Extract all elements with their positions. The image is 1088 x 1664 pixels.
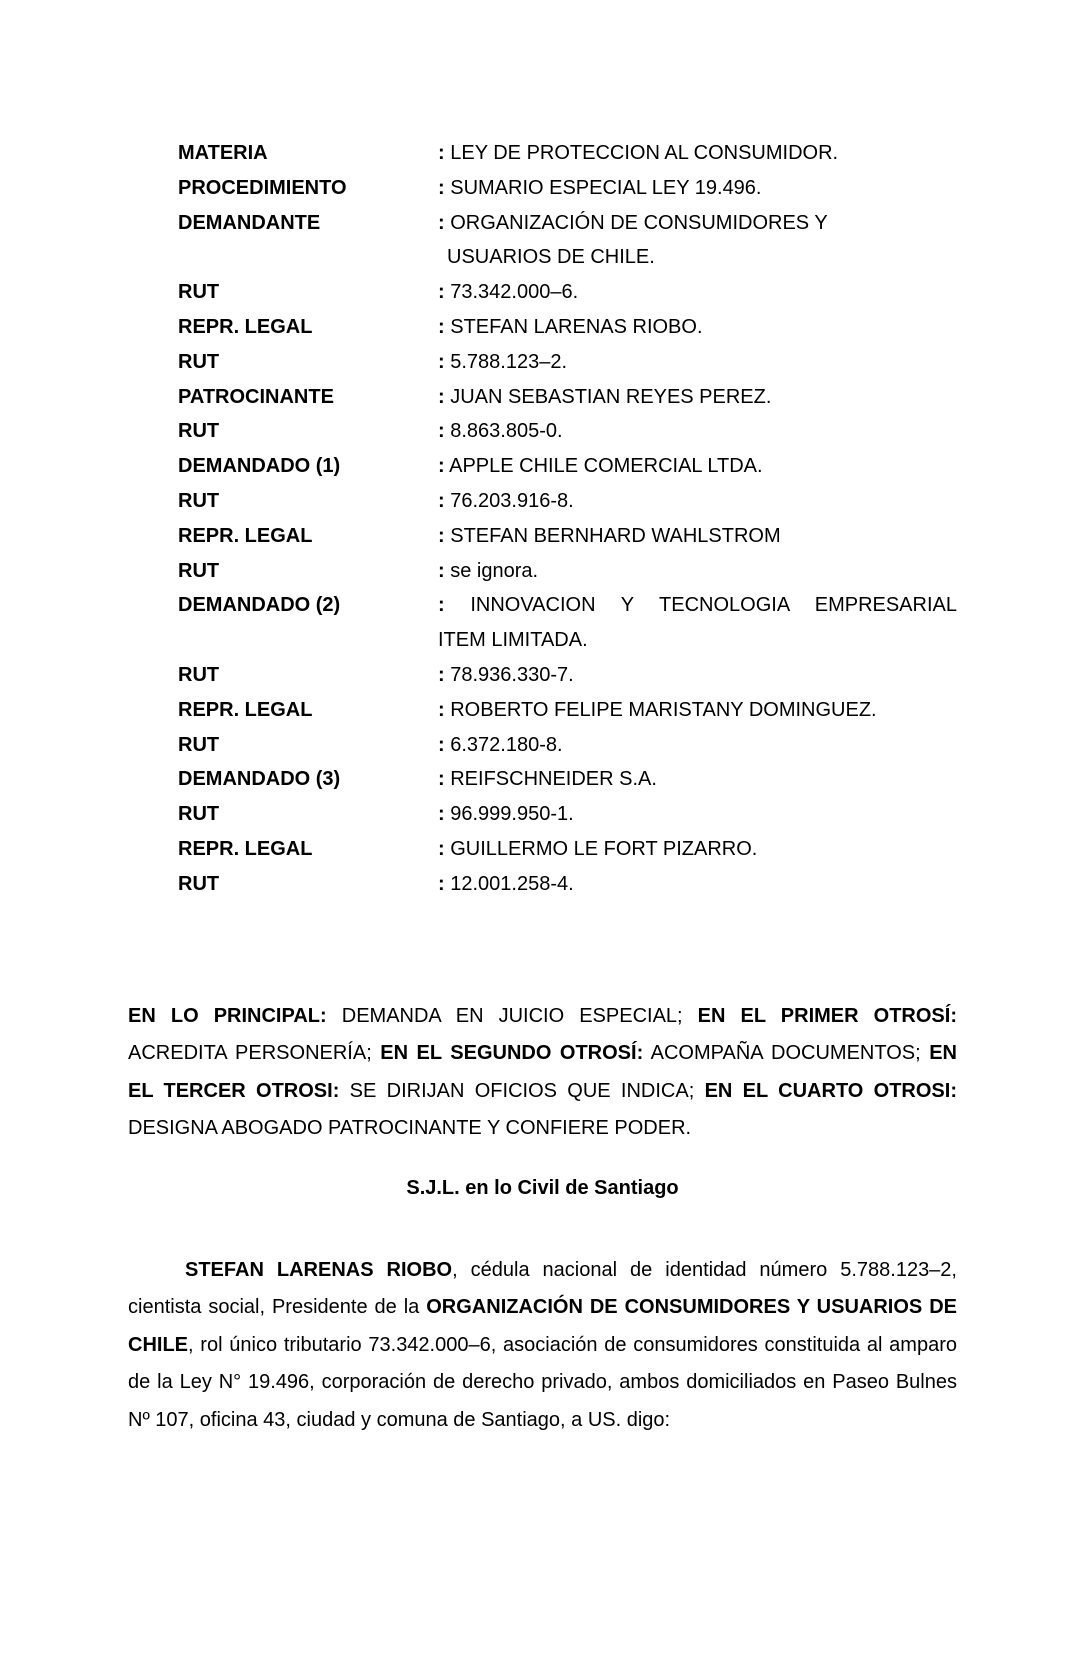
caption-value	[438, 728, 957, 763]
caption-label: RUT	[178, 350, 220, 373]
caption-value-line: : STEFAN LARENAS RIOBO.	[438, 315, 703, 338]
caption-value	[438, 206, 957, 276]
caption-value-line: : GUILLERMO LE FORT PIZARRO.	[438, 837, 758, 860]
caption-value-line: ITEM LIMITADA.	[438, 629, 588, 652]
caption-value-line: : 73.342.000–6.	[438, 281, 579, 304]
caption-label: RUT	[178, 281, 220, 304]
text-run: DEMANDA EN JUICIO ESPECIAL;	[326, 1004, 698, 1027]
caption-value	[438, 171, 957, 206]
caption-label: DEMANDADO (1)	[178, 455, 341, 478]
caption-row	[178, 693, 957, 728]
caption-value	[438, 414, 957, 449]
caption-colon: :	[438, 176, 445, 199]
caption-value-line: USUARIOS DE CHILE.	[447, 246, 655, 269]
bold-text-run: ORGANIZACIÓN DE CONSUMIDORES Y USUARIOS DE CHILE	[128, 1296, 957, 1356]
caption-colon: :	[438, 211, 445, 234]
caption-colon: :	[438, 559, 445, 582]
bold-text-run: EN EL SEGUNDO OTROSÍ:	[380, 1042, 644, 1065]
caption-row	[178, 484, 957, 519]
caption-row	[178, 658, 957, 693]
caption-label: RUT	[178, 559, 220, 582]
caption-label: PATROCINANTE	[178, 385, 334, 408]
caption-value-line: : 76.203.916-8.	[438, 489, 574, 512]
caption-colon: :	[438, 768, 445, 791]
caption-row	[178, 554, 957, 589]
caption-label: DEMANDADO (2)	[178, 594, 341, 617]
caption-row	[178, 762, 957, 797]
caption-label: DEMANDADO (3)	[178, 768, 341, 791]
caption-value	[438, 275, 957, 310]
caption-row	[178, 519, 957, 554]
caption-label: REPR. LEGAL	[178, 524, 313, 547]
caption-value-line: : 78.936.330-7.	[438, 663, 574, 686]
caption-colon: :	[438, 489, 445, 512]
caption-value-line: : STEFAN BERNHARD WAHLSTROM	[438, 524, 781, 547]
caption-value	[438, 867, 957, 902]
caption-colon: :	[438, 142, 445, 164]
caption-row	[178, 449, 957, 484]
caption-value	[438, 658, 957, 693]
caption-colon: :	[438, 663, 445, 686]
caption-value	[438, 136, 957, 171]
text-run: , rol único tributario 73.342.000–6, asociación de consumidores constituida al amparo de la Ley N° 19.496, corporación de derecho privado, ambos domiciliados en Paseo Bulnes Nº 107, oficina 43, ciudad y comuna de Santiago, a US. digo:	[128, 1333, 957, 1431]
caption-row	[178, 380, 957, 415]
caption-value-line: : 5.788.123–2.	[438, 350, 568, 373]
caption-label: DEMANDANTE	[178, 211, 321, 234]
text-run: SE DIRIJAN OFICIOS QUE INDICA;	[339, 1079, 705, 1102]
caption-label: RUT	[178, 420, 220, 443]
caption-colon: :	[438, 837, 445, 860]
caption-label: REPR. LEGAL	[178, 837, 313, 860]
caption-value	[438, 588, 957, 658]
caption-label: REPR. LEGAL	[178, 315, 313, 338]
bold-text-run: EN LO PRINCIPAL:	[128, 1004, 327, 1027]
caption-value-line: : se ignora.	[438, 559, 539, 582]
caption-value-line: : REIFSCHNEIDER S.A.	[438, 768, 657, 791]
text-run: ACREDITA PERSONERÍA;	[128, 1042, 381, 1065]
caption-colon: :	[438, 733, 445, 756]
caption-value-line: : 8.863.805-0.	[438, 420, 563, 443]
caption-value	[438, 797, 957, 832]
caption-value-line: : 96.999.950-1.	[438, 803, 574, 826]
caption-label: RUT	[178, 489, 220, 512]
caption-label: RUT	[178, 733, 220, 756]
caption-value	[438, 519, 957, 554]
bold-text-run: EN EL CUARTO OTROSI:	[704, 1079, 957, 1102]
caption-value	[438, 345, 957, 380]
caption-value	[438, 449, 957, 484]
caption-value	[438, 693, 957, 728]
caption-label: MATERIA	[178, 142, 268, 164]
caption-row	[178, 867, 957, 902]
text-run: DESIGNA ABOGADO PATROCINANTE Y CONFIERE PODER.	[128, 1117, 692, 1140]
caption-value-line: : ORGANIZACIÓN DE CONSUMIDORES Y	[438, 211, 828, 234]
bold-text-run: EN EL PRIMER OTROSÍ:	[697, 1004, 957, 1027]
caption-row	[178, 414, 957, 449]
caption-row	[178, 310, 957, 345]
caption-colon: :	[438, 315, 445, 338]
caption-value	[438, 554, 957, 589]
caption-row	[178, 832, 957, 867]
caption-value	[438, 310, 957, 345]
caption-value-line: : INNOVACION Y TECNOLOGIA EMPRESARIAL	[438, 594, 957, 617]
caption-row	[178, 206, 957, 276]
caption-label: PROCEDIMIENTO	[178, 176, 347, 199]
caption-value-line: : ROBERTO FELIPE MARISTANY DOMINGUEZ.	[438, 698, 877, 721]
caption-value	[438, 380, 957, 415]
caption-colon: :	[438, 698, 445, 721]
text-run: ACOMPAÑA DOCUMENTOS;	[643, 1042, 930, 1065]
caption-row	[178, 588, 957, 658]
caption-row	[178, 345, 957, 380]
caption-label: REPR. LEGAL	[178, 698, 313, 721]
caption-value-line: : SUMARIO ESPECIAL LEY 19.496.	[438, 176, 762, 199]
caption-value	[438, 762, 957, 797]
caption-colon: :	[438, 385, 445, 408]
caption-value-line: : JUAN SEBASTIAN REYES PEREZ.	[438, 385, 772, 408]
caption-colon: :	[438, 803, 445, 826]
caption-colon: :	[438, 524, 445, 547]
caption-row	[178, 275, 957, 310]
case-caption-table	[178, 136, 957, 902]
caption-row	[178, 171, 957, 206]
caption-value-line: : LEY DE PROTECCION AL CONSUMIDOR.	[438, 142, 839, 164]
court-heading: S.J.L. en lo Civil de Santiago	[406, 1176, 679, 1199]
text-run: , cédula nacional de identidad número 5.788.123–2, cientista social, Presidente de la	[128, 1258, 957, 1318]
caption-label: RUT	[178, 803, 220, 826]
bold-text-run: EN EL TERCER OTROSI:	[128, 1042, 957, 1102]
caption-row	[178, 728, 957, 763]
caption-colon: :	[438, 281, 445, 304]
petition-summary-paragraph	[128, 998, 957, 1148]
caption-value-line: : 6.372.180-8.	[438, 733, 563, 756]
caption-value-line: : APPLE CHILE COMERCIAL LTDA.	[438, 455, 763, 478]
caption-colon: :	[438, 455, 445, 478]
caption-value	[438, 832, 957, 867]
bold-text-run: STEFAN LARENAS RIOBO	[185, 1258, 453, 1281]
caption-colon: :	[438, 350, 445, 373]
caption-colon: :	[438, 420, 445, 443]
caption-value-line: : 12.001.258-4.	[438, 872, 574, 895]
introduction-paragraph	[128, 1252, 957, 1440]
caption-row	[178, 136, 957, 171]
caption-label: RUT	[178, 872, 220, 895]
caption-colon: :	[438, 872, 445, 895]
caption-row	[178, 797, 957, 832]
caption-value	[438, 484, 957, 519]
caption-colon: :	[438, 594, 445, 617]
caption-label: RUT	[178, 663, 220, 686]
